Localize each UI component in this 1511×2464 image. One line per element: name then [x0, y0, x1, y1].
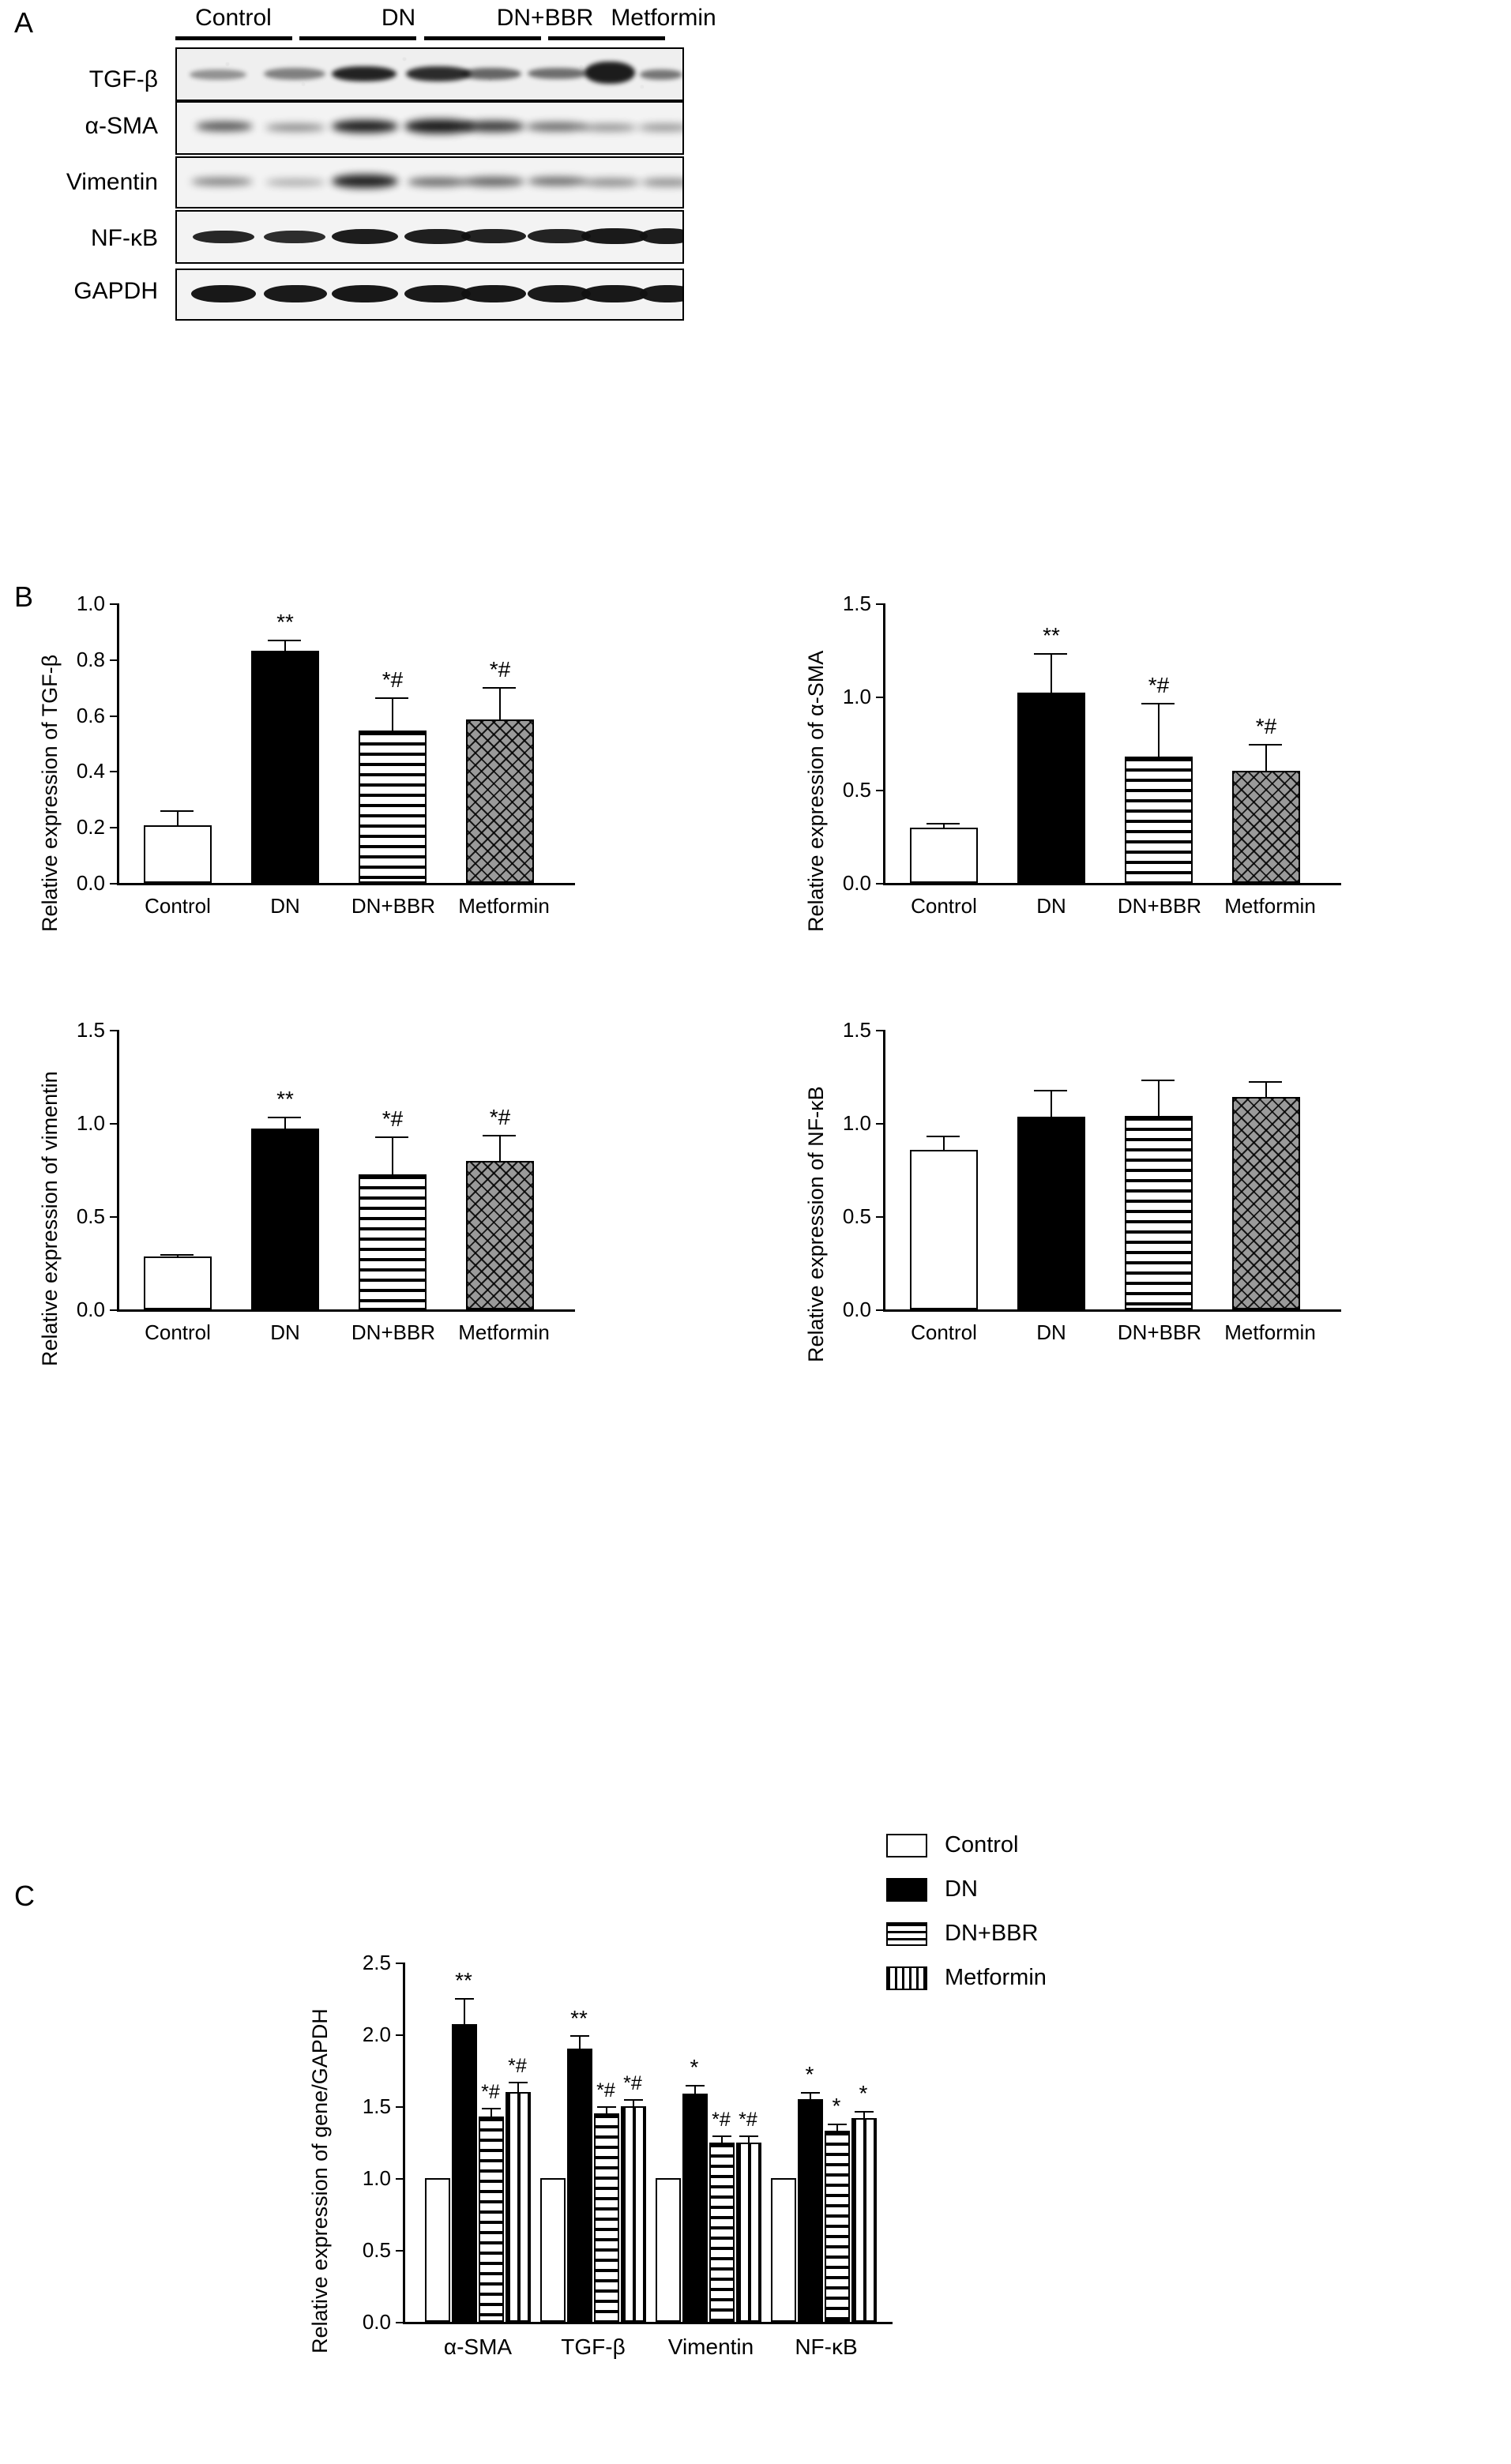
chart-qpcr-ytick-label: 1.0	[362, 2166, 391, 2190]
chart-nfkb-ytick-label: 1.5	[842, 1018, 871, 1042]
blot-row-label-vimentin: Vimentin	[66, 169, 158, 195]
chart-tgfb-y-axis	[117, 603, 119, 885]
bar-vimentin-control	[144, 1256, 212, 1309]
sig-asma-metformin: *#	[1255, 714, 1277, 738]
chart-qpcr-y-axis	[403, 1963, 405, 2323]
blot-group-bar-metformin	[548, 36, 665, 40]
sig-asma-dn: **	[1043, 623, 1060, 648]
sig-qpcr-asma-dn: **	[455, 1968, 472, 1993]
errbar-tgfb-control	[177, 810, 179, 825]
errcap-asma-control	[927, 823, 960, 824]
blot-band	[332, 229, 398, 244]
blot-band-row-asma	[175, 101, 684, 155]
blot-row-label-tgfb: TGF-β	[88, 66, 158, 92]
bar-tgfb-dnbbr	[359, 731, 427, 883]
sig-qpcr-vimentin-metformin: *#	[739, 2109, 757, 2131]
blot-band	[190, 69, 246, 80]
chart-tgfb-ytick-label: 0.8	[76, 648, 105, 671]
bar-asma-dn	[1017, 693, 1085, 883]
errcap-asma-dn	[1034, 653, 1067, 655]
bar-nfkb-metformin	[1232, 1097, 1300, 1309]
sig-vimentin-dnbbr: *#	[382, 1106, 404, 1131]
legend-label-control: Control	[945, 1832, 1019, 1857]
chart-vimentin-ytick	[110, 1309, 117, 1311]
bar-asma-dnbbr	[1125, 757, 1193, 883]
blot-band	[584, 62, 635, 84]
chart-vimentin-x-axis	[117, 1309, 575, 1312]
errbar-qpcr-asma-dn	[464, 1998, 465, 2024]
errcap-nfkb-metformin	[1249, 1081, 1282, 1083]
errbar-nfkb-metformin	[1265, 1081, 1267, 1097]
bar-qpcr-nfkb-control	[771, 2178, 796, 2322]
blot-band	[640, 285, 684, 302]
chart-nfkb-ytick	[876, 1030, 883, 1031]
blot-band-row-gapdh	[175, 269, 684, 321]
legend-swatch-solid-icon	[886, 1878, 927, 1902]
bar-qpcr-asma-dnbbr	[479, 2117, 504, 2322]
errcap-asma-metformin	[1249, 744, 1282, 746]
chart-nfkb-ytick-label: 1.0	[842, 1111, 871, 1135]
chart-vimentin	[24, 1018, 711, 1382]
blot-band	[463, 121, 524, 132]
chart-nfkb-ylabel: Relative expression of NF-κB	[804, 1086, 828, 1362]
sig-tgfb-dn: **	[276, 610, 294, 634]
blot-band	[193, 231, 254, 243]
chart-qpcr	[300, 1951, 1169, 2456]
errcap-vimentin-control	[160, 1254, 194, 1256]
bar-vimentin-dnbbr	[359, 1174, 427, 1309]
chart-asma-xtick-metformin: Metformin	[1224, 894, 1316, 918]
blot-band	[461, 229, 526, 243]
chart-nfkb-x-axis	[883, 1309, 1341, 1312]
bar-nfkb-dnbbr	[1125, 1116, 1193, 1309]
bar-tgfb-dn	[251, 651, 319, 883]
errcap-nfkb-dn	[1034, 1090, 1067, 1091]
chart-asma-ytick-label: 1.0	[842, 685, 871, 708]
bar-asma-control	[910, 828, 978, 883]
chart-nfkb-y-axis	[883, 1030, 885, 1311]
errbar-tgfb-metformin	[499, 687, 501, 719]
legend-item-control	[886, 1831, 1218, 1862]
blot-band	[641, 178, 684, 186]
bar-qpcr-vimentin-control	[656, 2178, 681, 2322]
errcap-qpcr-tgfb-dnbbr	[597, 2106, 616, 2108]
sig-qpcr-asma-dnbbr: *#	[481, 2081, 500, 2103]
panel-a	[0, 0, 1511, 553]
errcap-tgfb-dnbbr	[375, 697, 408, 699]
blot-band	[264, 68, 325, 80]
chart-asma-x-axis	[883, 883, 1341, 885]
bar-qpcr-nfkb-dnbbr	[825, 2131, 850, 2322]
chart-tgfb-xtick-metformin: Metformin	[458, 894, 550, 918]
bar-qpcr-nfkb-metformin	[851, 2118, 877, 2322]
errcap-qpcr-nfkb-dnbbr	[828, 2124, 847, 2125]
errcap-qpcr-asma-metformin	[509, 2082, 528, 2083]
chart-qpcr-xtick-vimentin: Vimentin	[667, 2334, 754, 2359]
blot-band	[528, 177, 588, 186]
chart-nfkb-ytick	[876, 1123, 883, 1125]
blot-band	[332, 285, 398, 302]
blot-band-row-nfkb	[175, 210, 684, 264]
sig-vimentin-metformin: *#	[489, 1105, 511, 1129]
sig-qpcr-tgfb-dn: **	[570, 2006, 588, 2030]
chart-asma-ytick	[876, 790, 883, 791]
chart-qpcr-ylabel: Relative expression of gene/GAPDH	[308, 2008, 332, 2353]
chart-qpcr-ytick-label: 2.5	[362, 1951, 391, 1974]
chart-asma-ytick-label: 0.0	[842, 871, 871, 895]
blot-band	[640, 228, 684, 244]
sig-qpcr-nfkb-dnbbr: *	[832, 2094, 841, 2118]
chart-asma-ytick	[876, 603, 883, 605]
blot-band	[264, 285, 327, 302]
blot-band-row-vimentin	[175, 156, 684, 208]
blot-band	[196, 122, 253, 131]
chart-vimentin-ytick	[110, 1030, 117, 1031]
errbar-vimentin-dn	[284, 1117, 286, 1129]
chart-tgfb-xtick-dnbbr: DN+BBR	[351, 894, 436, 918]
blot-band	[581, 228, 648, 244]
chart-tgfb-ytick	[110, 659, 117, 661]
legend-swatch-hstripe-icon	[886, 1922, 927, 1946]
chart-nfkb-xtick-metformin: Metformin	[1224, 1320, 1316, 1344]
bar-vimentin-dn	[251, 1129, 319, 1309]
panel-a-letter: A	[14, 6, 34, 39]
bar-nfkb-dn	[1017, 1117, 1085, 1309]
blot-group-label-metformin: Metformin	[611, 5, 716, 31]
legend-label-dnbbr: DN+BBR	[945, 1921, 1039, 1946]
panel-b-letter: B	[14, 580, 34, 613]
blot-band	[581, 124, 637, 131]
bar-qpcr-asma-dn	[452, 2024, 477, 2322]
chart-vimentin-ytick	[110, 1123, 117, 1125]
bar-qpcr-asma-metformin	[506, 2092, 531, 2322]
errcap-nfkb-control	[927, 1136, 960, 1137]
chart-qpcr-ytick	[396, 2322, 403, 2323]
chart-tgfb-ytick-label: 0.6	[76, 704, 105, 727]
chart-vimentin-ytick-label: 1.0	[76, 1111, 105, 1135]
chart-nfkb-ytick-label: 0.5	[842, 1204, 871, 1228]
chart-tgfb-ytick-label: 1.0	[76, 592, 105, 615]
blot-band	[332, 175, 398, 188]
chart-asma-ytick	[876, 697, 883, 698]
bar-qpcr-tgfb-control	[540, 2178, 566, 2322]
errcap-qpcr-asma-dnbbr	[482, 2108, 501, 2109]
bar-qpcr-asma-control	[425, 2178, 450, 2322]
blot-band	[583, 178, 640, 186]
chart-asma-xtick-dn: DN	[1036, 894, 1066, 918]
sig-tgfb-metformin: *#	[489, 657, 511, 682]
sig-qpcr-tgfb-dnbbr: *#	[596, 2079, 615, 2102]
chart-vimentin-xtick-metformin: Metformin	[458, 1320, 550, 1344]
errcap-asma-dnbbr	[1141, 703, 1175, 704]
chart-nfkb-xtick-dnbbr: DN+BBR	[1117, 1320, 1202, 1344]
bar-vimentin-metformin	[466, 1161, 534, 1309]
chart-tgfb-ytick-label: 0.2	[76, 815, 105, 839]
chart-tgfb-ytick-label: 0.4	[76, 759, 105, 783]
chart-qpcr-ytick	[396, 1963, 403, 1964]
chart-qpcr-xtick-nfkb: NF-κB	[795, 2334, 858, 2359]
blot-row-label-nfkb: NF-κB	[91, 225, 158, 251]
chart-vimentin-ytick	[110, 1216, 117, 1218]
bar-tgfb-control	[144, 825, 212, 883]
blot-band	[191, 178, 253, 186]
chart-tgfb-xtick-control: Control	[145, 894, 211, 918]
blot-group-label-dnbbr: DN+BBR	[496, 5, 594, 31]
sig-qpcr-nfkb-dn: *	[805, 2062, 814, 2087]
errcap-qpcr-nfkb-metformin	[855, 2111, 874, 2113]
blot-band	[408, 178, 468, 186]
bar-qpcr-vimentin-metformin	[736, 2143, 761, 2322]
chart-asma-xtick-dnbbr: DN+BBR	[1117, 894, 1202, 918]
errbar-nfkb-dnbbr	[1158, 1080, 1160, 1116]
chart-qpcr-xtick-asma: α-SMA	[443, 2334, 513, 2359]
chart-qpcr-ytick-label: 0.0	[362, 2310, 391, 2334]
bar-qpcr-tgfb-dnbbr	[594, 2113, 619, 2322]
chart-nfkb-ytick	[876, 1309, 883, 1311]
chart-tgfb-ytick	[110, 883, 117, 885]
errbar-vimentin-metformin	[499, 1135, 501, 1161]
bar-tgfb-metformin	[466, 719, 534, 883]
blot-group-label-control: Control	[195, 5, 272, 31]
errcap-vimentin-metformin	[483, 1135, 516, 1136]
chart-qpcr-ytick	[396, 2034, 403, 2036]
errcap-nfkb-dnbbr	[1141, 1080, 1175, 1081]
chart-asma-ytick-label: 1.5	[842, 592, 871, 615]
blot-group-label-dn: DN	[381, 5, 416, 31]
errbar-tgfb-dnbbr	[392, 697, 393, 731]
chart-asma-y-axis	[883, 603, 885, 885]
errcap-qpcr-tgfb-metformin	[624, 2099, 643, 2101]
chart-asma	[790, 592, 1477, 956]
legend-item-dnbbr	[886, 1919, 1218, 1951]
chart-vimentin-xtick-dnbbr: DN+BBR	[351, 1320, 436, 1344]
sig-tgfb-dnbbr: *#	[382, 667, 404, 692]
blot-band	[332, 66, 397, 81]
errcap-tgfb-control	[160, 810, 194, 812]
blot-band	[461, 285, 526, 302]
panel-c-letter: C	[14, 1880, 35, 1912]
chart-qpcr-x-axis	[403, 2322, 893, 2324]
chart-vimentin-xtick-dn: DN	[270, 1320, 300, 1344]
chart-vimentin-ytick-label: 1.5	[76, 1018, 105, 1042]
bar-qpcr-tgfb-metformin	[621, 2106, 646, 2322]
chart-nfkb-xtick-control: Control	[911, 1320, 977, 1344]
errbar-vimentin-dnbbr	[392, 1136, 393, 1174]
chart-vimentin-ytick-label: 0.5	[76, 1204, 105, 1228]
blot-band	[463, 177, 524, 186]
sig-vimentin-dn: **	[276, 1087, 294, 1111]
chart-qpcr-ytick	[396, 2250, 403, 2252]
chart-qpcr-ytick	[396, 2106, 403, 2108]
errbar-nfkb-dn	[1051, 1090, 1052, 1117]
errbar-asma-dnbbr	[1158, 703, 1160, 757]
chart-tgfb-ylabel: Relative expression of TGF-β	[38, 654, 62, 932]
blot-band	[265, 124, 325, 131]
sig-qpcr-asma-metformin: *#	[508, 2055, 527, 2077]
chart-tgfb	[24, 592, 711, 956]
chart-tgfb-ytick	[110, 827, 117, 828]
chart-nfkb-ytick	[876, 1216, 883, 1218]
chart-tgfb-ytick	[110, 603, 117, 605]
chart-qpcr-ytick-label: 0.5	[362, 2238, 391, 2262]
blot-band	[638, 124, 684, 131]
bar-asma-metformin	[1232, 771, 1300, 883]
chart-nfkb-ytick-label: 0.0	[842, 1298, 871, 1321]
blot-band	[640, 69, 682, 80]
errcap-qpcr-vimentin-metformin	[739, 2135, 758, 2137]
bar-qpcr-nfkb-dn	[798, 2099, 823, 2322]
blot-group-bar-control	[175, 36, 292, 40]
errcap-vimentin-dn	[268, 1117, 301, 1118]
errcap-tgfb-dn	[268, 640, 301, 641]
blot-group-bar-dn	[299, 36, 416, 40]
errbar-tgfb-dn	[284, 640, 286, 651]
bar-qpcr-vimentin-dnbbr	[709, 2143, 735, 2322]
chart-qpcr-xtick-tgfb: TGF-β	[561, 2334, 626, 2359]
chart-tgfb-xtick-dn: DN	[270, 894, 300, 918]
chart-vimentin-xtick-control: Control	[145, 1320, 211, 1344]
sig-qpcr-nfkb-metformin: *	[859, 2081, 868, 2105]
chart-vimentin-y-axis	[117, 1030, 119, 1311]
blot-group-bar-dnbbr	[424, 36, 541, 40]
blot-band-row-tgfb	[175, 47, 684, 101]
chart-asma-ylabel: Relative expression of α-SMA	[804, 650, 828, 932]
blot-band	[191, 285, 256, 302]
chart-vimentin-ytick-label: 0.0	[76, 1298, 105, 1321]
blot-band	[461, 68, 521, 80]
blot-band	[264, 231, 325, 243]
errcap-qpcr-asma-dn	[455, 1998, 474, 2000]
errbar-asma-dn	[1051, 653, 1052, 693]
legend-label-metformin: Metformin	[945, 1965, 1047, 1990]
blot-row-label-gapdh: GAPDH	[73, 278, 158, 304]
errbar-asma-metformin	[1265, 744, 1267, 771]
errcap-tgfb-metformin	[483, 687, 516, 689]
chart-tgfb-ytick	[110, 771, 117, 772]
errbar-nfkb-control	[943, 1136, 945, 1150]
legend-item-dn	[886, 1875, 1218, 1906]
sig-qpcr-tgfb-metformin: *#	[623, 2072, 642, 2094]
legend-swatch-open-icon	[886, 1834, 927, 1857]
errbar-qpcr-tgfb-dn	[579, 2035, 581, 2049]
bar-nfkb-control	[910, 1150, 978, 1309]
blot-band	[581, 285, 648, 302]
legend-label-dn: DN	[945, 1876, 978, 1902]
sig-qpcr-vimentin-dnbbr: *#	[712, 2109, 731, 2131]
chart-tgfb-x-axis	[117, 883, 575, 885]
chart-qpcr-ytick-label: 1.5	[362, 2094, 391, 2118]
sig-asma-dnbbr: *#	[1148, 673, 1170, 697]
chart-asma-xtick-control: Control	[911, 894, 977, 918]
chart-tgfb-ytick	[110, 716, 117, 717]
chart-asma-ytick-label: 0.5	[842, 778, 871, 802]
blot-band	[528, 68, 588, 79]
sig-qpcr-vimentin-dn: *	[690, 2055, 699, 2079]
blot-band	[265, 179, 325, 186]
errcap-qpcr-tgfb-dn	[570, 2035, 589, 2037]
chart-qpcr-ytick	[396, 2178, 403, 2180]
errcap-qpcr-vimentin-dnbbr	[712, 2135, 731, 2137]
chart-asma-ytick	[876, 883, 883, 885]
errcap-vimentin-dnbbr	[375, 1136, 408, 1138]
chart-qpcr-ytick-label: 2.0	[362, 2023, 391, 2046]
chart-tgfb-ytick-label: 0.0	[76, 871, 105, 895]
chart-nfkb-xtick-dn: DN	[1036, 1320, 1066, 1344]
blot-band	[526, 122, 588, 131]
chart-vimentin-ylabel: Relative expression of vimentin	[38, 1071, 62, 1366]
errcap-qpcr-vimentin-dn	[686, 2085, 705, 2087]
blot-row-label-asma: α-SMA	[85, 113, 158, 139]
blot-band	[332, 120, 398, 133]
chart-nfkb	[790, 1018, 1477, 1382]
